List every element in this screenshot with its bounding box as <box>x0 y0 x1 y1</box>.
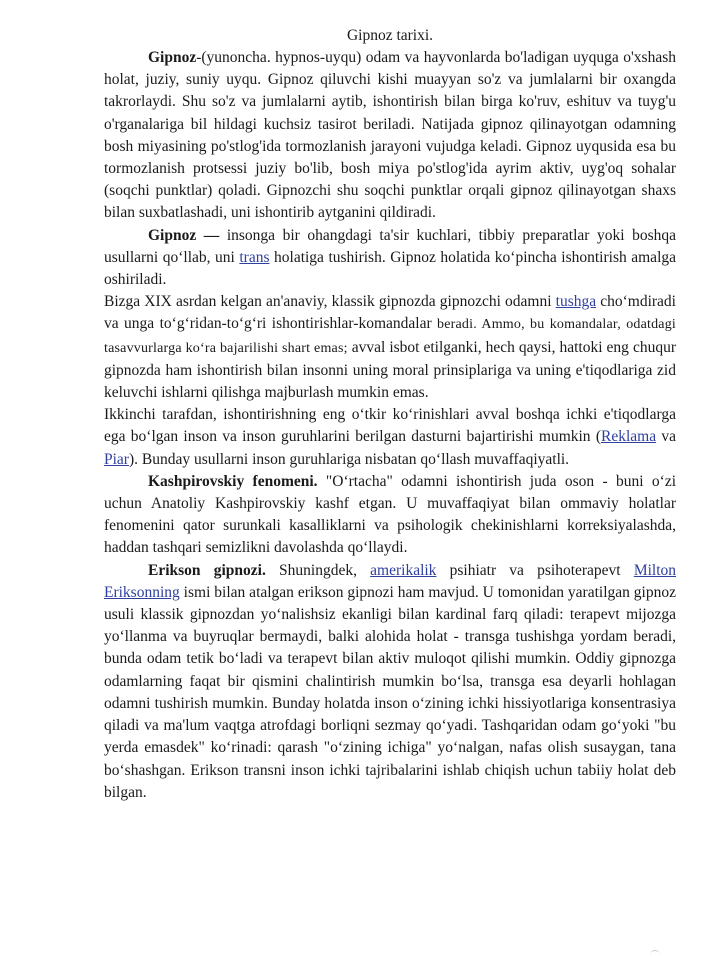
paragraph-text: ismi bilan atalgan erikson gipnozi ham mavjud. U tomonidan yaratilgan gipnoz usuli klassik gipnozdan yo‘nalishsiz ekanligi bilan kardinal farq qiladi: terapevt mijozga yo‘llanma va buyruqlar bermaydi, balki alohida holat - transga tushishga yordam beradi, bunda odam tetik bo‘ladi va terapevt bilan aktiv muloqot qilishi mumkin. Oddiy gipnozga odamlarning faqat bir qismini chalintirish mumkin bo‘lsa, transga esa deyarli hohlagan odamni tushirish mumkin. Bunday holatda inson o‘zining ichki hissiyotlariga konsentrasiya qiladi va ma'lum vaqtga atrofdagi borliqni sezmay qo‘yadi. Tashqaridan odam go‘yoki "bu yerda emasdek" ko‘rinadi: qarash "o‘zining ichiga" yo‘nalgan, nafas olish susaygan, tana bo‘shashgan. Erikson transni inson ichki tajribalarini ishlab chiqish uchun tabiiy holat deb bilgan. <box>104 583 676 801</box>
paragraph-kashpirovskiy <box>104 471 676 560</box>
heading-erikson: Erikson gipnozi. <box>148 561 266 579</box>
paragraph-trans <box>104 225 676 292</box>
document-title: Gipnoz tarixi. <box>346 27 434 44</box>
paragraph-second-side <box>104 404 676 471</box>
paragraph-text: cho‘mdiradi va unga to‘g‘ridan-to‘g‘ri ishontirishlar-komandalar <box>104 293 676 333</box>
paragraph-text: holatiga tushirish. Gipnoz holatida ko‘pincha ishontirish amalga oshiriladi. <box>104 248 677 289</box>
paragraph-text: ). Bunday usullarni inson guruhlariga nisbatan qo‘llash muvaffaqiyatli. <box>128 450 570 468</box>
paragraph-classic <box>104 291 676 404</box>
paragraph-erikson <box>104 560 676 804</box>
link-tushga[interactable]: tushga <box>555 293 597 311</box>
paragraph-text: "O‘rtacha" odamni ishontirish juda oson - buni o‘zi uchun Anatoliy Kashpirovskiy kashf etgan. U muvaffaqiyat bilan ommaviy holatlar fenomenini qator surunkali kasalliklarni va psihologik chekinishlarni korreksiyalashda, haddan tashqari semizlikni davolashda qo‘llaydi. <box>104 472 677 557</box>
paragraph-text: insonga bir ohangdagi ta'sir kuchlari, tibbiy preparatlar yoki boshqa usullarni qo‘llab, uni <box>104 226 676 266</box>
link-piar[interactable]: Piar <box>104 450 129 468</box>
paragraph-text: Ikkinchi tarafdan, ishontirishning eng o‘tkir ko‘rinishlari avval boshqa ichki e'tiqodlarga ega bo‘lgan inson va inson guruhlarini berilgan dasturni bajartirishi mumkin ( <box>104 406 676 446</box>
link-reklama[interactable]: Reklama <box>601 428 657 446</box>
paragraph-text: avval isbot etilganki, hech qaysi, hattoki eng chuqur gipnozda ham ishontirish bilan insonni uning moral prinsiplariga va uning e'tiqodlariga zid keluvchi ishlarni qilishga majburlash mumkin emas. <box>104 338 676 402</box>
page-corner-mark <box>650 950 660 955</box>
paragraph-text: Shuningdek, <box>265 561 371 579</box>
paragraph-text: psihiatr va psihoterapevt <box>436 561 634 579</box>
term-gipnoz-dash: Gipnoz — <box>148 226 220 244</box>
paragraph-text: va <box>656 428 676 446</box>
link-trans[interactable]: trans <box>239 248 270 266</box>
link-milton-erikson[interactable]: Milton Eriksonning <box>104 561 677 601</box>
term-gipnoz: Gipnoz <box>148 49 197 66</box>
heading-kashpirovskiy: Kashpirovskiy fenomeni. <box>148 472 318 490</box>
paragraph-text-small: beradi. Ammo, bu komandalar, odatdagi tasavvurlarga ko‘ra bajarilishi shart emas; <box>104 317 676 356</box>
paragraph-text: -(yunoncha. hypnos-uyqu) odam va hayvonlarda bo'ladigan uyquga o'xshash holat, juziy, suniy uyqu. Gipnoz qiluvchi kishi muayyan so'z va jumlalarni bir oxangda takrorlaydi. Shu so'z va jumlalarni aytib, ishontirish bilan birga ko'ruv, eshituv va tuyg'u o'rganalariga bil hildagi kuchsiz tasirot beriladi. Natijada gipnoz qilinayotgan odamning bosh miyasining po'stlog'ida tormozlanish jarayoni vujudga keladi. Gipnoz uyqusida esa bu tormozlanish protsessi juziy bo'lib, bosh miya po'stlog'ida ayrim aktiv, uyg'oq sohalar (soqchi punktlar) qoladi. Gipnozchi shu soqchi punktlar orqali gipnoz qilinayotgan shaxs bilan suxbatlashadi, uni ishontirib aytganini qildiradi. <box>104 49 676 222</box>
link-amerikalik[interactable]: amerikalik <box>370 561 437 579</box>
paragraph-definition <box>104 47 676 225</box>
paragraph-text: Bizga XIX asrdan kelgan an'anaviy, klassik gipnozda gipnozchi odamni <box>104 293 556 311</box>
